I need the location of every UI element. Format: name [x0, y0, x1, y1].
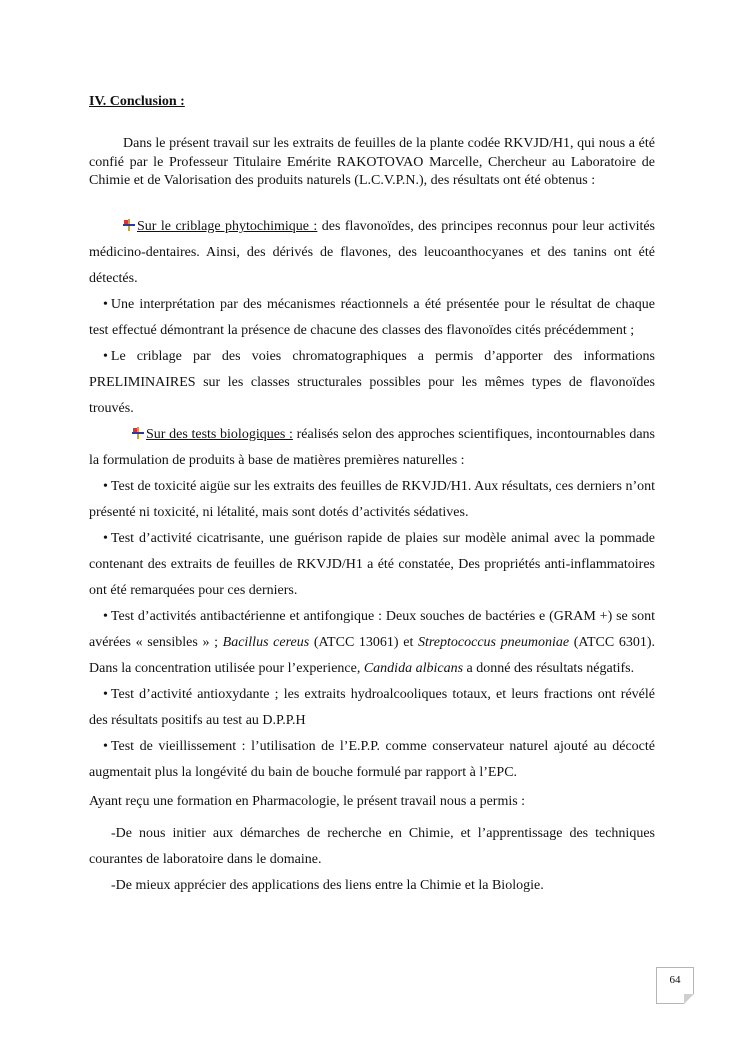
- flag-bullet-icon: [123, 219, 135, 231]
- formation-paragraph: Ayant reçu une formation en Pharmacologie, le présent travail nous a permis :: [89, 794, 526, 809]
- flag-bullet-icon: [132, 427, 144, 439]
- list-item: • Test d’activité cicatrisante, une guérison rapide de plaies sur modèle animal avec la pommade contenant des extraits de feuilles de RKVJD/H1 a été constatée, Des propriétés anti-inflammatoires ont été remarquées pour ces derniers.: [89, 526, 655, 604]
- biologiques-label: Sur des tests biologiques :: [146, 427, 293, 442]
- biologiques-text: réalisés selon des approches scientifiques, incontournables dans la formulation de produits à base de matières premières naturelles :: [89, 427, 655, 468]
- conclusion-body: [89, 214, 655, 899]
- criblage-paragraph: [89, 214, 655, 292]
- criblage-label: Sur le criblage phytochimique :: [137, 219, 318, 234]
- bullet-dot-icon: •: [103, 531, 108, 546]
- species-name: Streptococcus pneumoniae: [417, 635, 570, 650]
- list-item: • Test d’activités antibactérienne et antifongique : Deux souches de bactéries e (GRAM +) se sont avérées « sensibles » ; Bacillus cereus (ATCC 13061) et Streptococcus pneumoniae (ATCC 6301). Dans la concentration utilisée pour l’experience, Candida albicans a donné des résultats négatifs.: [89, 604, 655, 682]
- page-number: 64: [669, 974, 681, 986]
- biologiques-paragraph: [89, 422, 655, 474]
- bullet-dot-icon: •: [103, 609, 108, 624]
- species-name: Candida albicans: [363, 661, 464, 676]
- list-item: • Test d’activité antioxydante ; les extraits hydroalcooliques totaux, et leurs fractions ont révélé des résultats positifs au test au D.P.P.H: [89, 682, 655, 734]
- list-item: • Une interprétation par des mécanismes réactionnels a été présentée pour le résultat de chaque test effectué démontrant la présence de chacune des classes des flavonoïdes cités précédemment ;: [89, 292, 655, 344]
- bullet-dot-icon: •: [103, 349, 108, 364]
- species-name: Bacillus cereus: [222, 635, 310, 650]
- list-item: -De nous initier aux démarches de recherche en Chimie, et l’apprentissage des techniques courantes de laboratoire dans le domaine.: [89, 826, 655, 867]
- list-item: -De mieux apprécier des applications des liens entre la Chimie et la Biologie.: [111, 878, 544, 893]
- page-number-box: [656, 967, 694, 1004]
- bullet-dot-icon: •: [103, 479, 108, 494]
- list-item: • Test de vieillissement : l’utilisation de l’E.P.P. comme conservateur naturel ajouté au décocté augmentait plus la longévité du bain de bouche formulé par rapport à l’EPC.: [89, 734, 655, 786]
- list-item: • Test de toxicité aigüe sur les extraits des feuilles de RKVJD/H1. Aux résultats, ces derniers n’ont présenté ni toxicité, ni létalité, mais sont dotés d’activités sédatives.: [89, 474, 655, 526]
- bullet-dot-icon: •: [103, 739, 108, 754]
- section-heading: IV. Conclusion :: [89, 94, 185, 109]
- bullet-dot-icon: •: [103, 687, 108, 702]
- list-item: • Le criblage par des voies chromatographiques a permis d’apporter des informations PRELIMINAIRES sur les classes structurales possibles pour les mêmes types de flavonoïdes trouvés.: [89, 344, 655, 422]
- intro-paragraph: Dans le présent travail sur les extraits de feuilles de la plante codée RKVJD/H1, qui nous a été confié par le Professeur Titulaire Emérite RAKOTOVAO Marcelle, Chercheur au Laboratoire de Chimie et de Valorisation des produits naturels (L.C.V.P.N.), des résultats ont été obtenus :: [89, 136, 655, 188]
- criblage-text: des flavonoïdes, des principes reconnus pour leur activités médicino-dentaires. Ainsi, des dérivés de flavones, des leucoanthocyanes et des tanins ont été détectés.: [89, 219, 656, 286]
- bullet-dot-icon: •: [103, 297, 108, 312]
